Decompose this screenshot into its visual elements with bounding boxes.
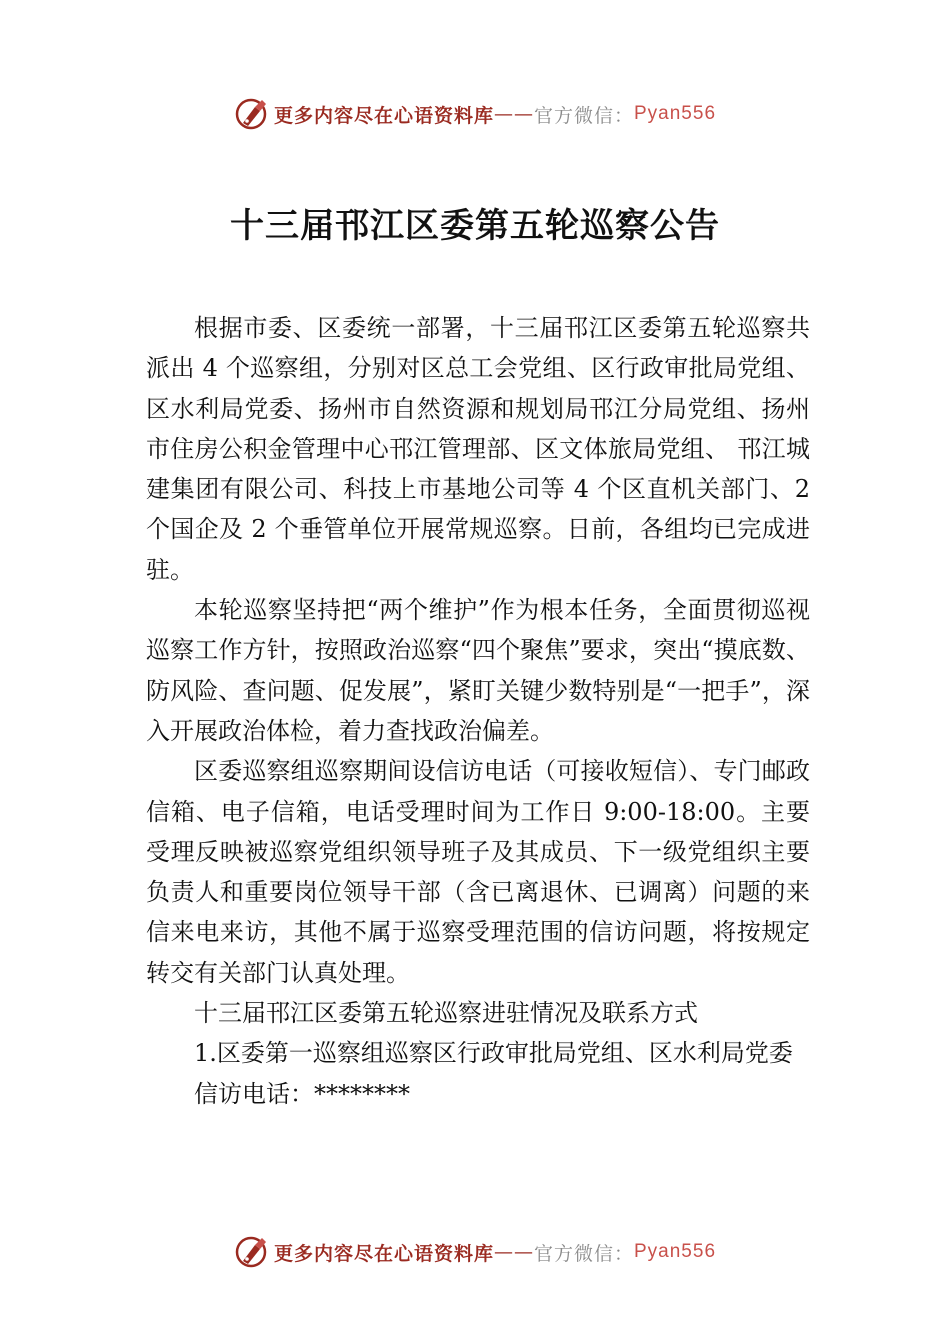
paragraph-principles: 本轮巡察坚持把“两个维护”作为根本任务，全面贯彻巡视巡察工作方针，按照政治巡察“四个聚焦”要求，突出“摸底数、防风险、查问题、促发展”，紧盯关键少数特别是“一把手”，深入开展政治体检，着力查找政治偏差。 — [146, 596, 810, 745]
paragraph-phone: 信访电话：******** — [194, 1079, 410, 1108]
wechat-account: Pyan556 — [634, 103, 717, 124]
paragraph-group-one: 1.区委第一巡察组巡察区行政审批局党组、区水利局党委 — [194, 1039, 793, 1068]
pen-logo-icon — [234, 1234, 270, 1270]
wechat-account: Pyan556 — [634, 1241, 717, 1262]
pen-logo-icon — [234, 96, 270, 132]
site-name: 更多内容尽在心语资料库 — [273, 1242, 494, 1265]
separator-dash: —— — [493, 103, 534, 125]
wechat-label: 官方微信： — [533, 104, 634, 127]
document-body — [146, 308, 810, 1114]
paragraph-deployment: 根据市委、区委统一部署，十三届邗江区委第五轮巡察共派出 4 个巡察组，分别对区总工会党组、区行政审批局党组、区水利局党委、扬州市自然资源和规划局邗江分局党组、扬州市住房公积金管理中心邗江管理部、区文体旅局党组、 邗江城建集团有限公司、科技上市基地公司等 4 个区直机关部门、2 个国企及 2 个垂管单位开展常规巡察。日前，各组均已完成进驻。 — [146, 314, 810, 584]
paragraph-petition-channels: 区委巡察组巡察期间设信访电话（可接收短信）、专门邮政信箱、电子信箱，电话受理时间为工作日 9:00-18:00。主要受理反映被巡察党组织领导班子及其成员、下一级党组织主要负责人和重要岗位领导干部（含已离退休、已调离）问题的来信来电来访，其他不属于巡察受理范围的信访问题，将按规定转交有关部门认真处理。 — [146, 757, 810, 987]
paragraph-section-heading: 十三届邗江区委第五轮巡察进驻情况及联系方式 — [194, 999, 698, 1028]
document-title: 十三届邗江区委第五轮巡察公告 — [230, 206, 720, 246]
header-watermark-banner — [0, 94, 950, 134]
site-name: 更多内容尽在心语资料库 — [273, 104, 494, 127]
separator-dash: —— — [493, 1241, 534, 1263]
wechat-label: 官方微信： — [533, 1242, 634, 1265]
footer-watermark-banner — [0, 1232, 950, 1272]
